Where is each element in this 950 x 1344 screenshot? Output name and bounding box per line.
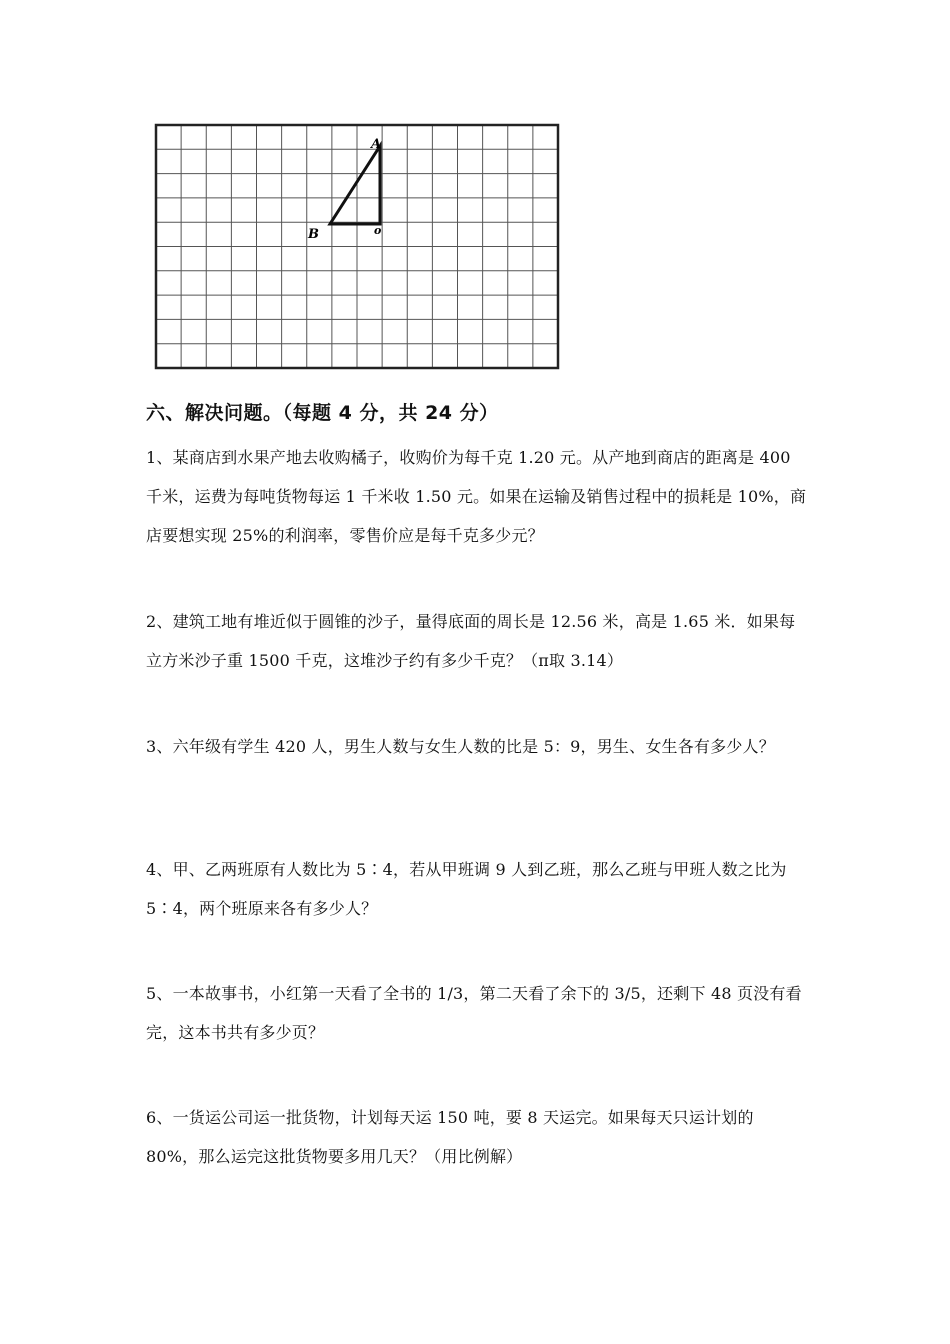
problem-4: 4、甲、乙两班原有人数比为 5∶4，若从甲班调 9 人到乙班，那么乙班与甲班人数之比为 5∶4，两个班原来各有多少人？ — [146, 860, 787, 918]
label-o: o — [374, 224, 382, 237]
label-a: A — [371, 137, 382, 152]
grid-lines — [156, 125, 558, 368]
problem-1: 1、某商店到水果产地去收购橘子，收购价为每千克 1.20 元。从产地到商店的距离是 400 千米，运费为每吨货物每运 1 千米收 1.50 元。如果在运输及销售过程中的损耗是 10%，商店要想实现 25%的利润率，零售价应是每千克多少元？ — [146, 448, 807, 545]
problem-2: 2、建筑工地有堆近似于圆锥的沙子，量得底面的周长是 12.56 米，高是 1.65 米．如果每立方米沙子重 1500 千克，这堆沙子约有多少千克？（π取 3.14） — [146, 612, 796, 670]
label-b: B — [308, 227, 319, 242]
problem-3: 3、六年级有学生 420 人，男生人数与女生人数的比是 5：9，男生、女生各有多少人？ — [146, 737, 775, 756]
problem-6: 6、一货运公司运一批货物，计划每天运 150 吨，要 8 天运完。如果每天只运计划的 80%，那么运完这批货物要多用几天？（用比例解） — [146, 1108, 754, 1166]
section-heading: 六、解决问题。（每题 4 分，共 24 分） — [146, 402, 499, 424]
grid-figure — [150, 118, 562, 372]
problem-5: 5、一本故事书，小红第一天看了全书的 1/3，第二天看了余下的 3/5，还剩下 48 页没有看完，这本书共有多少页？ — [146, 984, 802, 1042]
triangle-abo — [330, 146, 380, 224]
